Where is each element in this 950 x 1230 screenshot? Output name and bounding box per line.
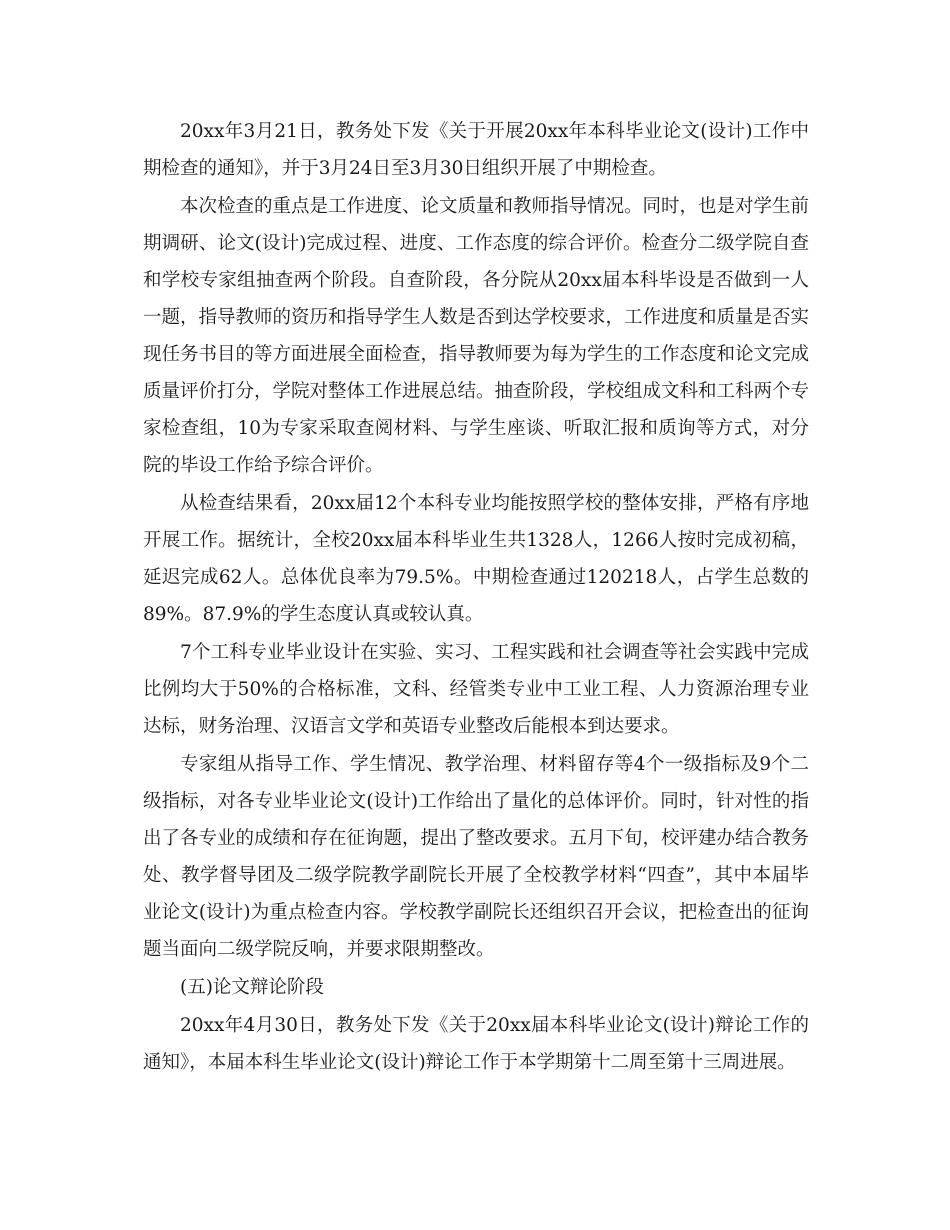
paragraph-engineering-design: 7个工科专业毕业设计在实验、实习、工程实践和社会调查等社会实践中完成比例均大于50%的合格标准，文科、经管类专业中工业工程、人力资源治理专业达标，财务治理、汉语言文学和英语专业整改后能根本到达要求。 [143,642,809,737]
paragraph-inspection-results: 从检查结果看，20xx届12个本科专业均能按照学校的整体安排，严格有序地开展工作。据统计，全校20xx届本科毕业生共1328人，1266人按时完成初稿，延迟完成62人。总体优良率为79.5%。中期检查通过120218人，占学生总数的89%。87.9%的学生态度认真或较认真。 [143,493,809,625]
section-heading-defense-stage: (五)论文辩论阶段 [180,977,324,998]
paragraph-expert-evaluation: 专家组从指导工作、学生情况、教学治理、材料留存等4个一级指标及9个二级指标，对各专业毕业论文(设计)工作给出了量化的总体评价。同时，针对性的指出了各专业的成绩和存在征询题，提出了整改要求。五月下旬，校评建办结合教务处、教学督导团及二级学院教学副院长开展了全校教学材料“四查”，其中本届毕业论文(设计)为重点检查内容。学校教学副院长还组织召开会议，把检查出的征询题当面向二级学院反响，并要求限期整改。 [143,754,810,960]
paragraph-midterm-notice: 20xx年3月21日，教务处下发《关于开展20xx年本科毕业论文(设计)工作中期检查的通知》，并于3月24日至3月30日组织开展了中期检查。 [143,121,809,179]
paragraph-defense-notice: 20xx年4月30日，教务处下发《关于20xx届本科毕业论文(设计)辩论工作的通知》，本届本科生毕业论文(设计)辩论工作于本学期第十二周至第十三周进展。 [143,1015,809,1073]
paragraph-inspection-focus: 本次检查的重点是工作进度、论文质量和教师指导情况。同时，也是对学生前期调研、论文(设计)完成过程、进度、工作态度的综合评价。检查分二级学院自查和学校专家组抽查两个阶段。自查阶段，各分院从20xx届本科毕设是否做到一人一题，指导教师的资历和指导学生人数是否到达学校要求，工作进度和质量是否实现任务书目的等方面进展全面检查，指导教师要为每为学生的工作态度和论文完成质量评价打分，学院对整体工作进展总结。抽查阶段，学校组成文科和工科两个专家检查组，10为专家采取查阅材料、与学生座谈、听取汇报和质询等方式，对分院的毕设工作给予综合评价。 [143,196,810,476]
document-body [143,113,809,1082]
